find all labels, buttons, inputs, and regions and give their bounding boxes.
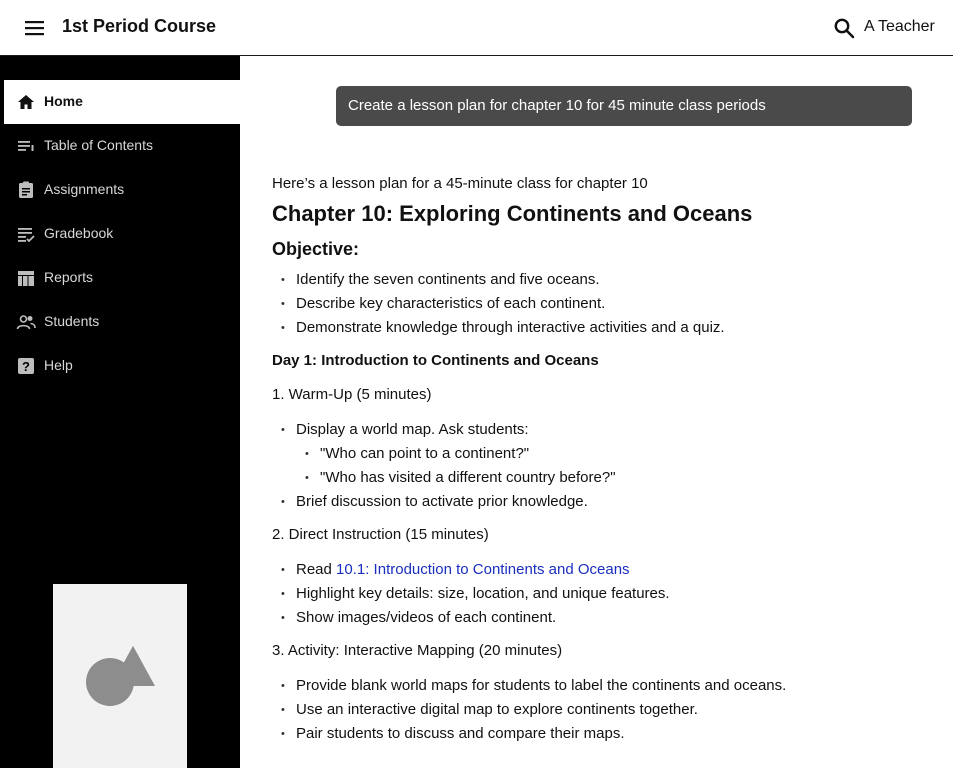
assistant-response — [272, 174, 932, 756]
list-item: • Show images/videos of each continent. — [272, 606, 932, 630]
sidebar-item-assignments[interactable] — [0, 168, 240, 212]
objective-heading: Objective: — [272, 239, 360, 259]
sidebar-item-label: Reports — [44, 269, 94, 285]
sidebar-item-home[interactable] — [0, 80, 240, 124]
list-item: • Use an interactive digital map to explore continents together. — [272, 698, 932, 722]
sidebar-item-help[interactable] — [0, 344, 240, 388]
sidebar-item-students[interactable] — [0, 300, 240, 344]
home-icon — [16, 92, 36, 112]
list-item: • Identify the seven continents and five oceans. — [272, 268, 932, 292]
people-icon — [16, 312, 36, 332]
menu-icon[interactable] — [22, 16, 48, 40]
sidebar-item-label: Assignments — [44, 181, 125, 197]
svg-text:?: ? — [22, 359, 30, 374]
read-prefix: Read — [296, 561, 337, 578]
sidebar-item-label: Students — [44, 313, 100, 329]
step1-list — [272, 418, 932, 514]
step2-title: 2. Direct Instruction (15 minutes) — [272, 526, 489, 543]
top-bar — [0, 0, 953, 56]
clipboard-icon — [16, 180, 36, 200]
search-icon[interactable] — [832, 16, 856, 40]
thumbnail-placeholder — [53, 584, 187, 768]
sidebar-item-table-of-contents[interactable] — [0, 124, 240, 168]
sidebar-item-label: Home — [44, 93, 83, 109]
section-link[interactable]: 10.1: Introduction to Continents and Oceans — [336, 561, 630, 578]
day1-heading: Day 1: Introduction to Continents and Oceans — [272, 352, 599, 369]
sidebar-item-reports[interactable] — [0, 256, 240, 300]
user-prompt-bubble: Create a lesson plan for chapter 10 for 45 minute class periods — [336, 86, 912, 126]
step1-title: 1. Warm-Up (5 minutes) — [272, 386, 432, 403]
response-intro: Here’s a lesson plan for a 45-minute class for chapter 10 — [272, 175, 648, 192]
list-item: • Highlight key details: size, location, and unique features. — [272, 582, 932, 606]
list-item: • Brief discussion to activate prior knowledge. — [272, 490, 932, 514]
step3-title: 3. Activity: Interactive Mapping (20 minutes) — [272, 642, 563, 659]
main-content — [240, 56, 953, 768]
table-icon — [16, 268, 36, 288]
list-item: • "Who can point to a continent?" — [296, 442, 932, 466]
objectives-list — [272, 268, 932, 340]
course-title: 1st Period Course — [62, 16, 217, 36]
list-item: • Demonstrate knowledge through interactive activities and a quiz. — [272, 316, 932, 340]
sub-list — [296, 442, 932, 490]
list-item-text: Display a world map. Ask students: — [296, 421, 529, 438]
list-item: • "Who has visited a different country before?" — [296, 466, 932, 490]
step2-list — [272, 558, 932, 630]
step3-list — [272, 674, 932, 746]
list-icon — [16, 136, 36, 156]
sidebar-item-label: Gradebook — [44, 225, 114, 241]
user-name[interactable]: A Teacher — [864, 18, 935, 35]
sidebar-item-label: Table of Contents — [44, 137, 153, 153]
help-icon — [16, 356, 36, 376]
list-item — [272, 418, 932, 490]
list-item: • Provide blank world maps for students to label the continents and oceans. — [272, 674, 932, 698]
sidebar-item-label: Help — [44, 357, 73, 373]
checklist-icon — [16, 224, 36, 244]
list-item: • Describe key characteristics of each continent. — [272, 292, 932, 316]
list-item: • Pair students to discuss and compare their maps. — [272, 722, 932, 746]
chapter-title: Chapter 10: Exploring Continents and Oceans — [272, 201, 753, 226]
sidebar-item-gradebook[interactable] — [0, 212, 240, 256]
sidebar — [0, 56, 240, 768]
shapes-placeholder-icon — [53, 584, 187, 768]
list-item — [272, 558, 932, 582]
